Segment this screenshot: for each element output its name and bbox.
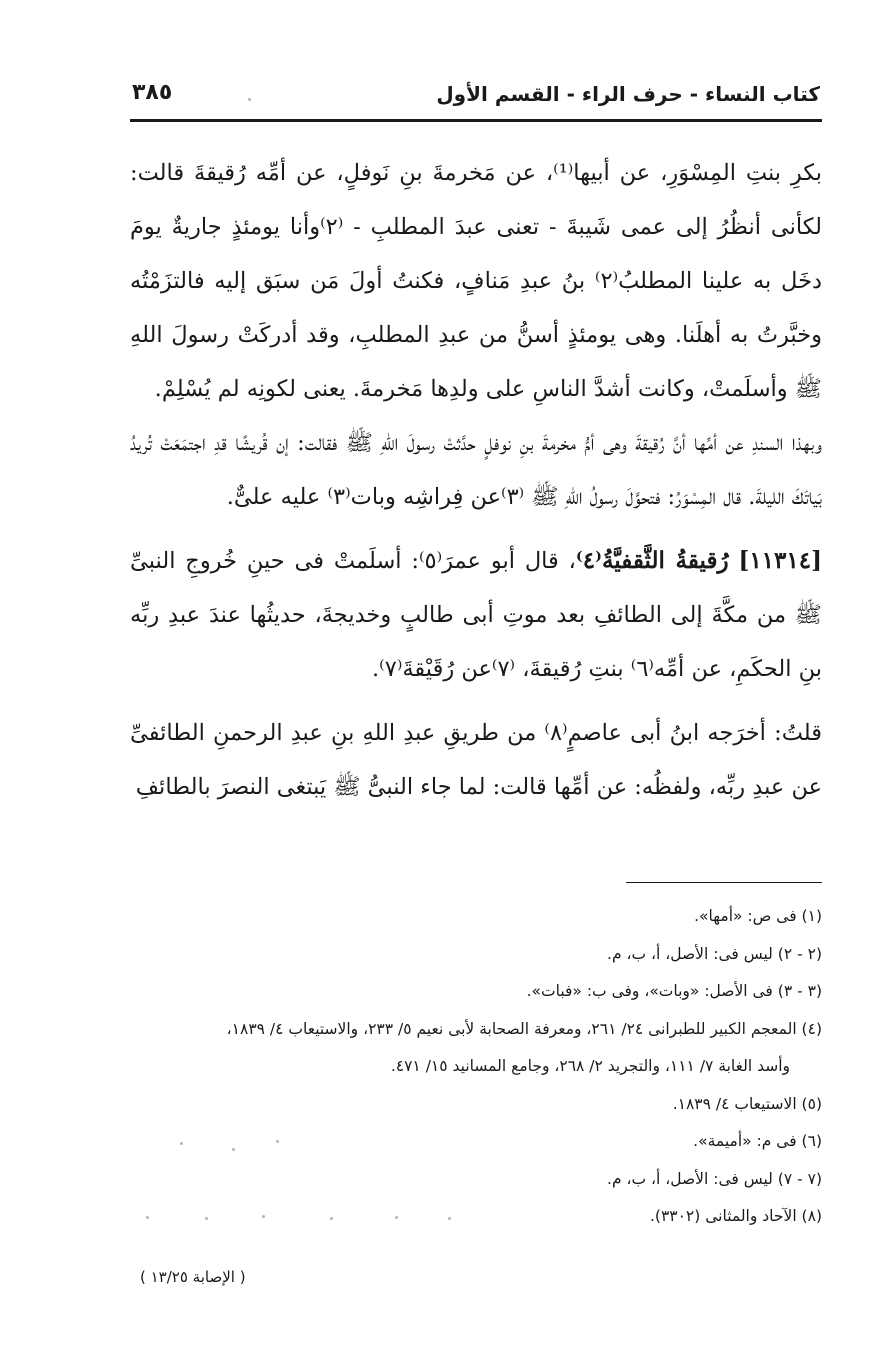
paragraph: قلتُ: أخرَجه ابنُ أبى عاصمٍ⁽٨⁾ من طريقِ عبدِ اللهِ بنِ عبدِ الرحمنِ الطائفىِّ عن عبدِ ربِّه، ولفظُه: عن أمِّها قالت: لما جاء النبىُّ ﷺ يَبتغى النصرَ بالطائفِ (130, 720, 822, 800)
scan-speck (205, 1217, 208, 1220)
paragraph: وبهذا السندِ عن أمِّها أنَّ رُقيقةَ وهى أمُّ مخرمةَ بنِ نوفلٍ حدَّثتْ رسولَ اللهِ ﷺ فقالت: إن قُريشًا قدِ اجتمَعَتْ تُريدُ بَياتَكَ الليلةَ. قال المِسْوَرُ: فتحوَّلَ رسولُ اللهِ ﷺ ⁽٣⁾عن فِراشِه وبات⁽٣⁾ عليه علىٌّ. (130, 430, 822, 510)
entry-paragraph (130, 534, 822, 696)
entry-number: [١١٣١٤] (738, 547, 822, 574)
footnote: (٨) الآحاد والمثانى (٣٣٠٢). (649, 1207, 822, 1225)
footnote: (٣ - ٣) فى الأصل: «وبات»، وفى ب: «فبات». (526, 982, 822, 1000)
entry-text: ، قال أبو عمرَ⁽٥⁾: أسلَمتْ فى حينِ خُروجِ النبىِّ ﷺ من مكَّةَ إلى الطائفِ بعد موتِ أبى طالبٍ وخديجةَ، حديثُها عندَ عبدِ ربِّه بنِ الحكَمِ، عن أمِّه⁽٦⁾ بنتِ رُقيقةَ، ⁽٧⁾عن رُقَيْقةَ⁽٧⁾. (130, 548, 822, 682)
scan-speck (232, 1148, 235, 1151)
paragraph-gap (130, 696, 822, 706)
footnote: (١) فى ص: «أمها». (694, 907, 822, 925)
running-title: كتاب النساء - حرف الراء - القسم الأول (436, 82, 820, 106)
scan-speck (448, 1217, 451, 1220)
footnotes (125, 898, 822, 1236)
footnote: (٢ - ٢) ليس فى: الأصل، أ، ب، م. (607, 944, 822, 963)
footnote-rule (626, 882, 822, 883)
entry-name: رُقيقةُ الثَّقفيَّةُ⁽٤⁾ (575, 547, 729, 574)
scan-speck (146, 1216, 149, 1219)
page-number: ٣٨٥ (132, 80, 173, 105)
footnote: (٥) الاستيعاب ٤/ ١٨٣٩. (672, 1094, 822, 1113)
footnote: (٧ - ٧) ليس فى: الأصل، أ، ب، م. (607, 1169, 822, 1188)
footnote: (٦) فى م: «أميمة». (693, 1132, 822, 1150)
header-rule (130, 119, 822, 122)
paragraph: بكرِ بنتِ المِسْوَرِ، عن أبيها⁽¹⁾، عن مَخرمةَ بنِ نَوفلٍ، عن أمِّه رُقيقةَ قالت: لكأنى أنظُرُ إلى عمى شَيبةَ - تعنى عبدَ المطلبِ - ⁽٢⁾وأنا يومئذٍ جاريةٌ يومَ دخَل به علينا المطلبُ⁽٢⁾ بنُ عبدِ مَنافٍ، فكنتُ أولَ مَن سبَق إليه فالتزَمْتُه وخبَّرتُ به أهلَنا. وهى يومئذٍ أسنُّ من عبدِ المطلبِ، وقد أدركَتْ رسولَ اللهِ ﷺ وأسلَمتْ، وكانت أشدَّ الناسِ على ولدِها مَخرمةَ. يعنى لكونِه لم يُسْلِمْ. (130, 160, 823, 402)
page-header (132, 78, 820, 114)
scan-speck (276, 1140, 279, 1143)
main-text (130, 146, 822, 814)
footnote: (٤) المعجم الكبير للطبرانى ٢٤/ ٢٦١، ومعرفة الصحابة لأبى نعيم ٥/ ٢٣٣، والاستيعاب ٤/ ١٨٣٩، (226, 1019, 822, 1038)
scan-speck (330, 1217, 333, 1220)
paragraph-gap (130, 524, 822, 534)
footnote-continuation: وأسد الغابة ٧/ ١١١، والتجريد ٢/ ٢٦٨، وجامع المسانيد ١٥/ ٤٧١. (390, 1057, 790, 1075)
scan-speck (395, 1216, 398, 1219)
scan-speck (248, 98, 251, 101)
scan-speck (262, 1215, 265, 1218)
volume-signature: ( الإصابة ١٣/٢٥ ) (140, 1268, 246, 1286)
scan-speck (180, 1142, 183, 1145)
